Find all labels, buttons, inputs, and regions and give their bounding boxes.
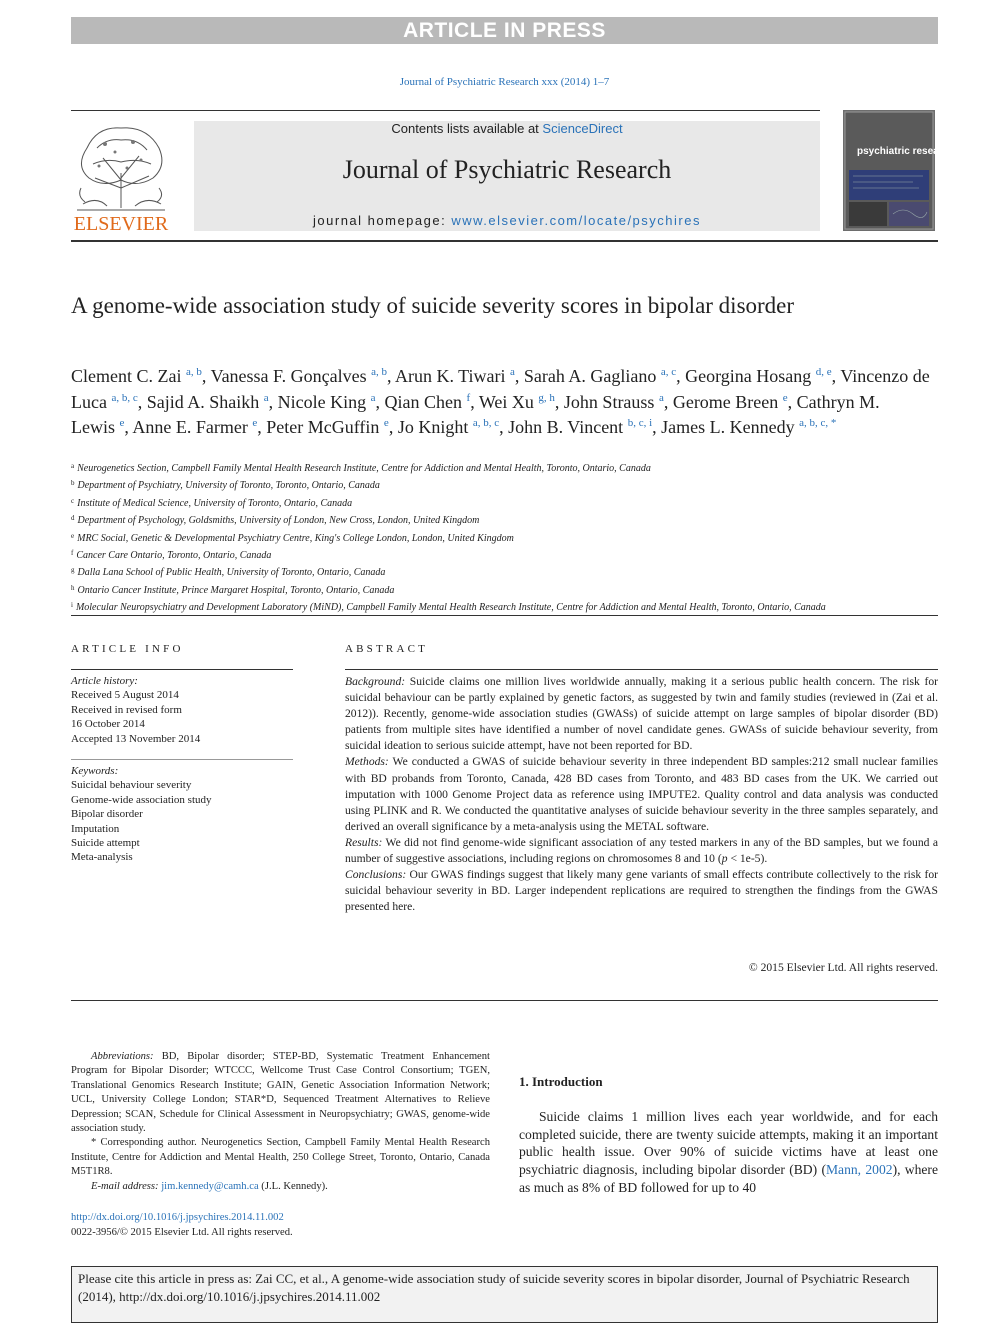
abstract-results: Results: We did not find genome-wide significant association of any tested markers in any of the BD samples, but we found a number of suggestive associations, including regions on chromosomes 8 and 10 (p < 1e-5). — [345, 835, 938, 866]
author-affiliation-marker[interactable]: a, c — [660, 366, 677, 378]
abstract-background: Background: Suicide claims one million lives worldwide annually, making it a serious public health concern. The risk for suicidal behaviour can be partly explained by genetic factors, as suggested by twin and family studies (reviewed in (Zai et al. 2012)). Recently, genome-wide association studies (GWASs) of suicide attempt on large samples of bipolar disorder (BD) patients from multiple sites have identified a number of novel candidate genes. GWASs of suicide behaviour severity, from suicidal ideation to serious suicide attempt, have not been reported for BD. — [345, 675, 938, 753]
author-name[interactable]: John Strauss — [563, 391, 655, 412]
author-name[interactable]: Vanessa F. Gonçalves — [210, 366, 367, 386]
affiliation-text: Department of Psychology, Goldsmiths, University of London, New Cross, London, United Kingdom — [77, 515, 480, 527]
author-affiliation-marker[interactable]: e — [252, 417, 258, 429]
author-name[interactable]: Qian Chen — [384, 391, 463, 412]
author-name[interactable]: Vincenzo de Luca — [71, 366, 930, 412]
divider — [345, 669, 938, 670]
author-affiliation-marker[interactable]: a — [263, 391, 269, 404]
affiliation-item — [71, 563, 831, 580]
affiliation-text: Ontario Cancer Institute, Prince Margaret Hospital, Toronto, Ontario, Canada — [77, 584, 395, 596]
article-history — [71, 674, 293, 746]
author-name[interactable]: James L. Kennedy — [661, 417, 795, 437]
keyword: Imputation — [71, 822, 120, 835]
keywords-label: Keywords: — [71, 765, 119, 777]
author-affiliation-marker[interactable]: a, b, c — [111, 391, 138, 404]
affiliation-key: c — [71, 496, 75, 505]
affiliation-key: a — [71, 462, 75, 470]
affiliation-text: Cancer Care Ontario, Toronto, Ontario, Canada — [76, 550, 272, 562]
history-line: 16 October 2014 — [71, 718, 145, 731]
abstract-conclusions: Conclusions: Our GWAS findings suggest that likely many gene variants of small effects contribute collectively to the risk for suicidal behaviour severity in BD. Larger independent replications are required to strengthen the findings from the GWAS presented here. — [345, 868, 938, 914]
header-divider — [71, 240, 938, 242]
cover-title: psychiatric research — [857, 146, 955, 157]
elsevier-tree-icon — [67, 118, 175, 234]
author-affiliation-marker[interactable]: f — [466, 391, 471, 404]
author-name[interactable]: Sajid A. Shaikh — [146, 391, 260, 412]
author-affiliation-marker[interactable]: a — [370, 391, 376, 404]
email-footnote: E-mail address: jim.kennedy@camh.ca (J.L. Kennedy). — [91, 1180, 328, 1192]
sciencedirect-link[interactable]: ScienceDirect — [542, 121, 623, 136]
author-affiliation-marker[interactable]: e — [782, 391, 788, 404]
divider — [71, 759, 293, 760]
history-line: Accepted 13 November 2014 — [71, 732, 201, 745]
history-label: Article history: — [71, 675, 138, 687]
author-affiliation-marker[interactable]: e — [383, 417, 389, 429]
abstract-body — [345, 674, 938, 915]
divider — [71, 110, 820, 111]
author-name[interactable]: Peter McGuffin — [266, 417, 380, 437]
affiliation-item — [71, 546, 831, 563]
introduction-text: Suicide claims 1 million lives each year worldwide, and for each completed suicide, there are twenty suicide attempts, making it an important public health issue. Over 90% of suicide victims have at least one psychiatric diagnosis, including bipolar disorder (BD) (Mann, 2002), where as much as 8% of BD followed for up to 40 — [519, 1109, 938, 1195]
introduction-heading: 1. Introduction — [519, 1074, 603, 1089]
affiliation-key: b — [71, 479, 75, 488]
divider — [71, 669, 293, 670]
affiliation-item — [71, 529, 831, 546]
affiliation-text: Neurogenetics Section, Campbell Family Mental Health Research Institute, Centre for Addiction and Mental Health, Toronto, Ontario, Canada — [77, 463, 651, 474]
keyword: Bipolar disorder — [71, 808, 143, 821]
author-name[interactable]: Sarah A. Gagliano — [523, 366, 657, 386]
affiliation-item — [71, 494, 831, 511]
affiliation-key: d — [71, 514, 75, 523]
author-affiliation-marker[interactable]: d, e — [815, 366, 832, 378]
author-affiliation-marker[interactable]: a — [510, 366, 515, 378]
affiliation-text: Department of Psychiatry, University of Toronto, Toronto, Ontario, Canada — [77, 480, 380, 492]
keyword: Meta-analysis — [71, 851, 133, 864]
abstract-methods: Methods: We conducted a GWAS of suicide behaviour severity in three independent BD samples:212 small nuclear families with BD probands from Toronto, Canada, 428 BD cases from Toronto, and 483 BD cases from the UK. We carried out imputation with 1000 Genome Project data as reference using IMPUTE2. Quality control and data analysis was conducted using PLINK and R. We conducted the quantitative analyses of suicide behaviour severity in the three samples separately, and derived an overall significance by a meta-analysis using the METAL software. — [345, 755, 938, 833]
author-affiliation-marker[interactable]: a, b, c — [472, 417, 500, 429]
author-name[interactable]: Cathryn M. Lewis — [71, 391, 880, 437]
keyword: Suicidal behaviour severity — [71, 779, 192, 792]
author-name[interactable]: Jo Knight — [397, 417, 469, 437]
keyword-list — [71, 764, 293, 865]
abbreviations-footnote: Abbreviations: BD, Bipolar disorder; STEP-BD, Systematic Treatment Enhancement Program for Bipolar Disorder; WTCCC, Wellcome Trust Case Control Consortium; TGEN, Translational Genomics Research Institute; GAIN, Genetic Association Information Network; UCL, University College London; STAR*D, Sequenced Treatment Alternatives to Relieve Depression; SCAN, Schedule for Clinical Assessment in Neuropsychiatry; GWAS, genome-wide association study. — [71, 1051, 490, 1135]
affiliation-item — [71, 511, 831, 528]
author-affiliation-marker[interactable]: b, c, i — [627, 417, 653, 429]
author-name[interactable]: Anne E. Farmer — [132, 417, 248, 437]
issn-line: 0022-3956/© 2015 Elsevier Ltd. All rights reserved. — [71, 1226, 293, 1238]
author-list: Clement C. Zai $^{a, b}$, Vanessa F. Gonçalves $^{a, b}$, Arun K. Tiwari $^a$, Sarah A. Gagliano $^{a, c}$, Georgina Hosang $^{d, e}$, Vincenzo de Luca $^{a, b, c}$, Sajid A. Shaikh $^a$, Nicole King $^a$, Qian Chen $^f$, Wei Xu $^{g, h}$, John Strauss $^a$, Gerome Breen $^e$, Cathryn M. Lewis $^e$, Anne E. Farmer $^e$, Peter McGuffin $^e$, Jo Knight $^{a, b, c}$, John B. Vincent $^{b, c, i}$, James L. Kennedy $^{a, b, c, *}$ — [71, 366, 930, 437]
citation-link[interactable]: Mann, 2002 — [825, 1162, 893, 1178]
corresponding-author-footnote: * Corresponding author. Neurogenetics Section, Campbell Family Mental Health Research Institute, Centre for Addiction and Mental Health, 250 College Street, Toronto, Ontario, Canada M5T1R8. — [71, 1137, 490, 1178]
doi-link[interactable]: http://dx.doi.org/10.1016/j.jpsychires.2014.11.002 — [71, 1212, 284, 1223]
homepage-line: journal homepage: www.elsevier.com/locate/psychires — [313, 213, 701, 228]
author-affiliation-marker[interactable]: a — [658, 391, 664, 404]
elsevier-wordmark: ELSEVIER — [73, 213, 169, 235]
article-in-press-banner: ARTICLE IN PRESS — [71, 17, 938, 44]
article-title: A genome-wide association study of suicide severity scores in bipolar disorder — [71, 293, 795, 318]
affiliation-key: f — [71, 549, 74, 558]
affiliation-item — [71, 476, 831, 493]
abstract-copyright: © 2015 Elsevier Ltd. All rights reserved. — [748, 961, 938, 974]
doi-block — [71, 1211, 293, 1240]
journal-cover-image — [843, 110, 955, 231]
contents-line: Contents lists available at ScienceDirect — [391, 121, 623, 136]
keyword: Genome-wide association study — [71, 793, 212, 806]
homepage-link[interactable]: www.elsevier.com/locate/psychires — [451, 213, 701, 228]
author-name[interactable]: Clement C. Zai — [71, 366, 182, 386]
history-line: Received in revised form — [71, 703, 182, 716]
elsevier-logo — [67, 118, 175, 234]
affiliation-item — [71, 581, 831, 598]
author-name[interactable]: John B. Vincent — [508, 417, 624, 437]
footnotes — [71, 1050, 490, 1194]
affiliation-text: Institute of Medical Science, University of Toronto, Ontario, Canada — [77, 497, 353, 509]
author-name[interactable]: Arun K. Tiwari — [395, 366, 506, 386]
affiliation-item — [71, 459, 831, 476]
history-line: Received 5 August 2014 — [71, 689, 179, 702]
author-name[interactable]: Nicole King — [277, 391, 367, 412]
author-name[interactable]: Wei Xu — [478, 391, 534, 412]
affiliation-text: MRC Social, Genetic & Developmental Psychiatry Centre, King's College London, London, United Kingdom — [77, 532, 514, 544]
abstract-heading: ABSTRACT — [345, 643, 429, 655]
affiliation-key: h — [71, 583, 75, 592]
affiliation-key: i — [71, 601, 73, 610]
affiliation-list — [71, 459, 831, 616]
citation-notice: Please cite this article in press as: Zai CC, et al., A genome-wide association study of suicide severity scores in bipolar disorder, Journal of Psychiatric Research (2014), http://dx.doi.org/10.1016/j.jpsychires.2014.11.002 — [71, 1266, 938, 1323]
author-name[interactable]: Gerome Breen — [672, 391, 779, 412]
affiliation-text: Molecular Neuropsychiatry and Development Laboratory (MiND), Campbell Family Mental Health Research Institute, Centre for Addiction and Mental Health, Toronto, Ontario, Canada — [75, 602, 826, 614]
divider — [71, 1000, 938, 1001]
journal-title: Journal of Psychiatric Research — [342, 155, 672, 184]
affiliation-text: Dalla Lana School of Public Health, University of Toronto, Ontario, Canada — [77, 567, 386, 579]
article-info-heading: ARTICLE INFO — [71, 643, 184, 655]
affiliation-key: g — [71, 566, 75, 575]
author-affiliation-marker[interactable]: g, h — [538, 391, 555, 404]
author-affiliation-marker[interactable]: a, b — [185, 366, 202, 378]
keyword: Suicide attempt — [71, 837, 140, 850]
author-name[interactable]: Georgina Hosang — [685, 366, 812, 386]
divider — [71, 615, 938, 616]
affiliation-item — [71, 598, 831, 615]
author-affiliation-marker[interactable]: a, b, c, * — [799, 417, 837, 429]
author-affiliation-marker[interactable]: e — [119, 417, 125, 429]
journal-reference-link[interactable]: Journal of Psychiatric Research xxx (2014) 1–7 — [399, 76, 610, 88]
email-link[interactable]: jim.kennedy@camh.ca — [161, 1180, 259, 1192]
affiliation-key: e — [71, 531, 75, 540]
author-affiliation-marker[interactable]: a, b — [371, 366, 387, 378]
